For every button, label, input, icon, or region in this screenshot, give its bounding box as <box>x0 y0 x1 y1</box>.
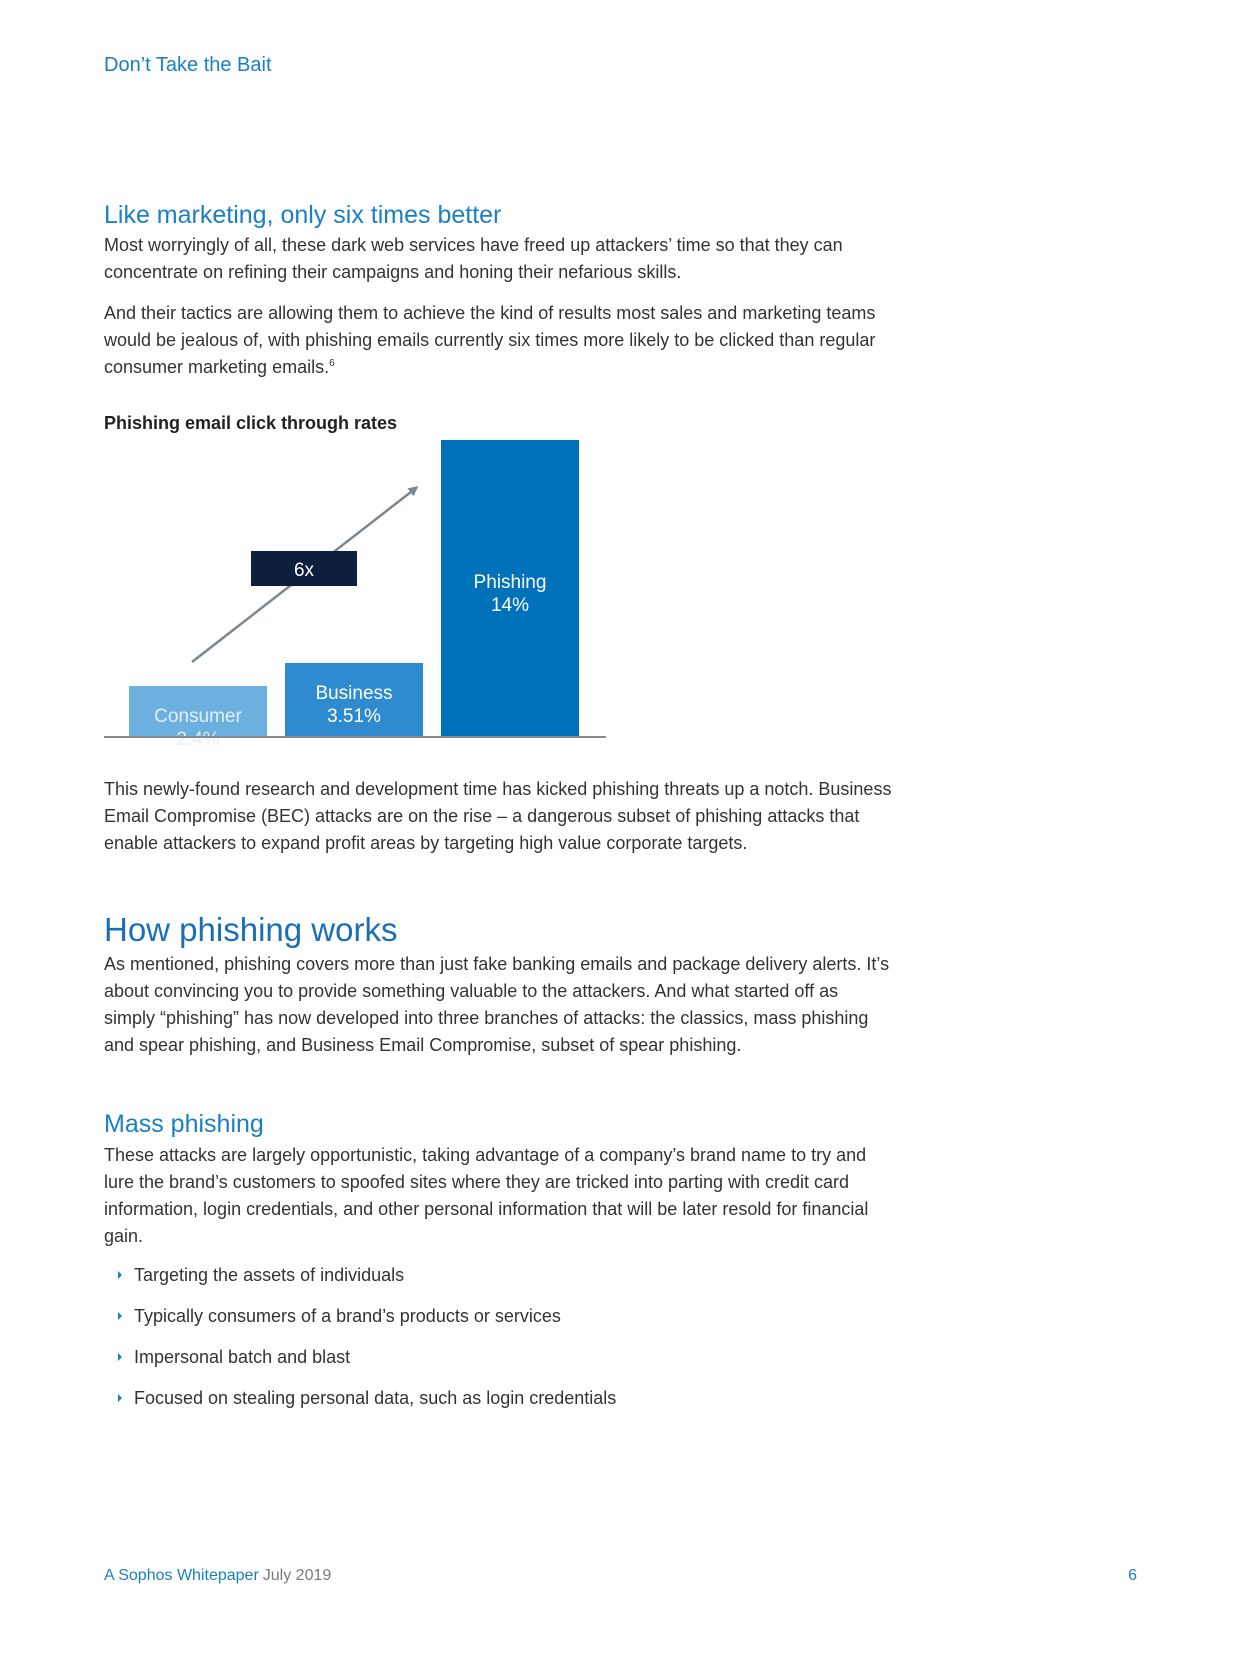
bullet-arrow-icon <box>118 1312 122 1320</box>
section-heading-marketing: Like marketing, only six times better <box>104 201 502 229</box>
click-rate-chart <box>96 436 616 746</box>
annotation-label: 6x <box>293 560 315 581</box>
bullet-item <box>118 1345 616 1386</box>
bullet-text: Focused on stealing personal data, such as login credentials <box>134 1388 617 1408</box>
bullet-arrow-icon <box>118 1394 122 1402</box>
bullet-item <box>118 1304 616 1345</box>
footnote-marker: 6 <box>329 358 335 369</box>
section-heading-how-phishing-works: How phishing works <box>104 911 398 948</box>
bar-category-label: Business <box>315 683 393 704</box>
mass-phishing-bullets <box>118 1263 616 1427</box>
bar-category-label: Phishing <box>473 572 547 593</box>
paragraph-research: This newly-found research and development time has kicked phishing threats up a notch. Business Email Compromise (BEC) attacks are on the rise – a dangerous subset of phishing attacks that enable attackers to expand profit areas by targeting high value corporate targets. <box>104 779 892 853</box>
paragraph-tactics <box>104 300 894 381</box>
bullet-text: Typically consumers of a brand’s products or services <box>134 1306 561 1326</box>
bullet-text: Targeting the assets of individuals <box>134 1265 405 1285</box>
bar-value-label: 14% <box>490 595 530 616</box>
bullet-arrow-icon <box>118 1271 122 1279</box>
paragraph-dark-web: Most worryingly of all, these dark web services have freed up attackers’ time so that they can concentrate on refining their campaigns and honing their nefarious skills. <box>104 235 843 282</box>
bar-value-label: 3.51% <box>327 706 381 727</box>
footer-date: July 2019 <box>262 1567 332 1584</box>
bullet-arrow-icon <box>118 1353 122 1361</box>
chart-title: Phishing email click through rates <box>104 413 398 433</box>
bar-category-label: Consumer <box>154 706 242 727</box>
page-number: 6 <box>1128 1567 1137 1584</box>
paragraph-tactics-text: And their tactics are allowing them to achieve the kind of results most sales and marketing teams would be jealous of, with phishing emails currently six times more likely to be clicked than regular consumer marketing emails. <box>104 303 876 377</box>
paragraph-how-phishing: As mentioned, phishing covers more than just fake banking emails and package delivery alerts. It’s about convincing you to provide something valuable to the attackers. And what started off as simply “phishing” has now developed into three branches of attacks: the classics, mass phishing and spear phishing, and Business Email Compromise, subset of spear phishing. <box>104 954 890 1055</box>
bullet-item <box>118 1386 616 1427</box>
bullet-text: Impersonal batch and blast <box>134 1347 351 1367</box>
bar-value-label: 2.4% <box>176 729 220 746</box>
paragraph-mass-phishing: These attacks are largely opportunistic, taking advantage of a company’s brand name to try and lure the brand’s customers to spoofed sites where they are tricked into parting with credit card information, login credentials, and other personal information that will be later resold for financial gain. <box>104 1145 869 1246</box>
section-heading-mass-phishing: Mass phishing <box>104 1110 264 1138</box>
footer <box>104 1567 331 1585</box>
running-title: Don’t Take the Bait <box>104 54 272 76</box>
bullet-item <box>118 1263 616 1304</box>
footer-brand: A Sophos Whitepaper <box>104 1567 259 1584</box>
